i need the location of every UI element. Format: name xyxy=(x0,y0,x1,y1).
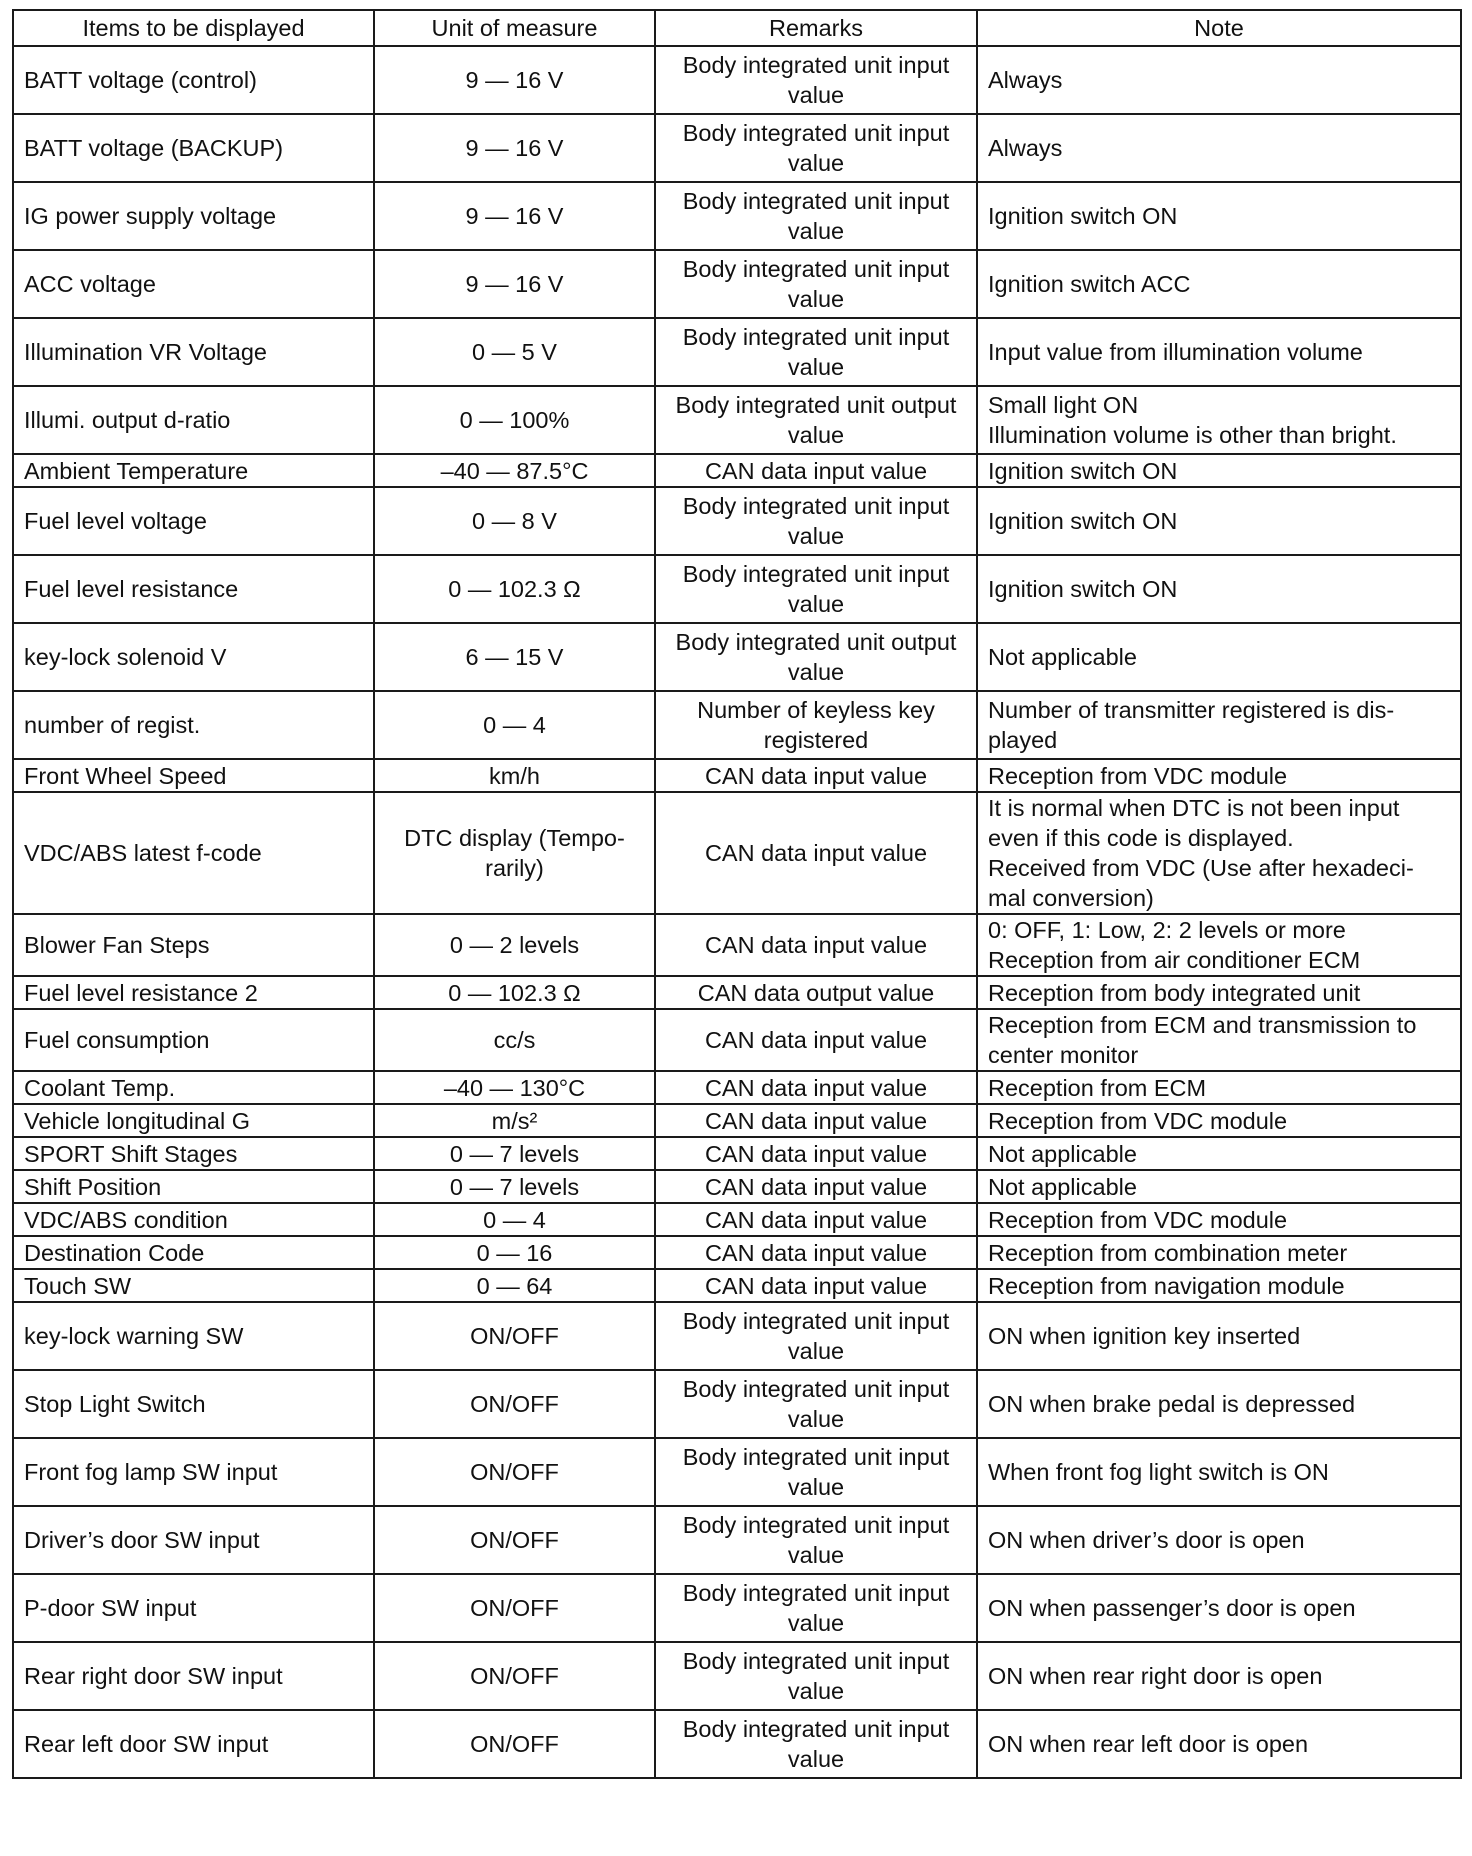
cell-remarks: Body integrated unit input value xyxy=(655,1370,977,1438)
table-row xyxy=(13,1302,1461,1370)
cell-unit: 0 — 16 xyxy=(374,1236,655,1269)
cell-unit: 0 — 5 V xyxy=(374,318,655,386)
cell-note: Reception from VDC module xyxy=(977,1203,1461,1236)
cell-unit: 9 — 16 V xyxy=(374,46,655,114)
cell-note: Reception from body integrated unit xyxy=(977,976,1461,1009)
cell-remarks: Body integrated unit input value xyxy=(655,487,977,555)
cell-unit: 0 — 100% xyxy=(374,386,655,454)
cell-note: Ignition switch ON xyxy=(977,555,1461,623)
cell-unit: km/h xyxy=(374,759,655,792)
cell-unit: 0 — 4 xyxy=(374,691,655,759)
cell-note: ON when ignition key inserted xyxy=(977,1302,1461,1370)
cell-unit: –40 — 87.5°C xyxy=(374,454,655,487)
cell-item: key-lock warning SW xyxy=(13,1302,374,1370)
table-row xyxy=(13,386,1461,454)
cell-note: Reception from VDC module xyxy=(977,759,1461,792)
cell-item: Stop Light Switch xyxy=(13,1370,374,1438)
table-row xyxy=(13,1104,1461,1137)
cell-unit: ON/OFF xyxy=(374,1438,655,1506)
cell-remarks: CAN data input value xyxy=(655,1137,977,1170)
cell-item: Touch SW xyxy=(13,1269,374,1302)
cell-note: Not applicable xyxy=(977,1137,1461,1170)
header-unit: Unit of measure xyxy=(374,10,655,46)
cell-item: Rear left door SW input xyxy=(13,1710,374,1778)
cell-unit: ON/OFF xyxy=(374,1710,655,1778)
cell-remarks: Body integrated unit input value xyxy=(655,1438,977,1506)
table-row xyxy=(13,1438,1461,1506)
table-row xyxy=(13,1071,1461,1104)
cell-item: Driver’s door SW input xyxy=(13,1506,374,1574)
cell-remarks: Body integrated unit input value xyxy=(655,1710,977,1778)
cell-item: Fuel consumption xyxy=(13,1009,374,1071)
cell-note: Ignition switch ON xyxy=(977,487,1461,555)
cell-note: ON when driver’s door is open xyxy=(977,1506,1461,1574)
cell-note: Always xyxy=(977,46,1461,114)
table-row xyxy=(13,182,1461,250)
cell-item: BATT voltage (BACKUP) xyxy=(13,114,374,182)
cell-unit: 0 — 102.3 Ω xyxy=(374,976,655,1009)
table-header-row xyxy=(13,10,1461,46)
table-row xyxy=(13,318,1461,386)
cell-note: ON when rear left door is open xyxy=(977,1710,1461,1778)
cell-unit: cc/s xyxy=(374,1009,655,1071)
table-row xyxy=(13,914,1461,976)
table-row xyxy=(13,691,1461,759)
cell-note: It is normal when DTC is not been input even if this code is displayed. Received from VDC (Use after hexadeci- mal conversion) xyxy=(977,792,1461,914)
cell-item: Illumination VR Voltage xyxy=(13,318,374,386)
cell-remarks: CAN data input value xyxy=(655,1104,977,1137)
table-row xyxy=(13,1236,1461,1269)
cell-remarks: Body integrated unit input value xyxy=(655,182,977,250)
table-row xyxy=(13,555,1461,623)
cell-remarks: Body integrated unit input value xyxy=(655,1574,977,1642)
cell-note: Not applicable xyxy=(977,1170,1461,1203)
cell-unit: 6 — 15 V xyxy=(374,623,655,691)
cell-item: number of regist. xyxy=(13,691,374,759)
data-items-table xyxy=(12,9,1462,1779)
cell-unit: ON/OFF xyxy=(374,1574,655,1642)
cell-unit: m/s² xyxy=(374,1104,655,1137)
cell-remarks: CAN data input value xyxy=(655,759,977,792)
cell-note: Input value from illumination volume xyxy=(977,318,1461,386)
cell-item: Front fog lamp SW input xyxy=(13,1438,374,1506)
table-row xyxy=(13,792,1461,914)
table-row xyxy=(13,1370,1461,1438)
cell-item: BATT voltage (control) xyxy=(13,46,374,114)
cell-note: Ignition switch ON xyxy=(977,454,1461,487)
cell-note: Small light ON Illumination volume is other than bright. xyxy=(977,386,1461,454)
table-row xyxy=(13,1574,1461,1642)
cell-note: ON when brake pedal is depressed xyxy=(977,1370,1461,1438)
cell-item: Destination Code xyxy=(13,1236,374,1269)
cell-item: Coolant Temp. xyxy=(13,1071,374,1104)
table-row xyxy=(13,1269,1461,1302)
cell-item: Shift Position xyxy=(13,1170,374,1203)
cell-remarks: CAN data input value xyxy=(655,1236,977,1269)
cell-remarks: Body integrated unit input value xyxy=(655,1302,977,1370)
cell-remarks: CAN data output value xyxy=(655,976,977,1009)
cell-unit: 0 — 102.3 Ω xyxy=(374,555,655,623)
cell-remarks: CAN data input value xyxy=(655,1170,977,1203)
cell-item: SPORT Shift Stages xyxy=(13,1137,374,1170)
cell-remarks: Body integrated unit output value xyxy=(655,386,977,454)
cell-note: 0: OFF, 1: Low, 2: 2 levels or more Reception from air conditioner ECM xyxy=(977,914,1461,976)
cell-remarks: CAN data input value xyxy=(655,1269,977,1302)
cell-note: Not applicable xyxy=(977,623,1461,691)
cell-item: Fuel level voltage xyxy=(13,487,374,555)
cell-remarks: CAN data input value xyxy=(655,792,977,914)
cell-item: Vehicle longitudinal G xyxy=(13,1104,374,1137)
cell-remarks: Body integrated unit input value xyxy=(655,555,977,623)
cell-item: Ambient Temperature xyxy=(13,454,374,487)
cell-unit: 0 — 7 levels xyxy=(374,1137,655,1170)
cell-note: Reception from ECM xyxy=(977,1071,1461,1104)
cell-item: ACC voltage xyxy=(13,250,374,318)
table-row xyxy=(13,114,1461,182)
cell-item: key-lock solenoid V xyxy=(13,623,374,691)
header-note: Note xyxy=(977,10,1461,46)
cell-item: VDC/ABS latest f-code xyxy=(13,792,374,914)
cell-remarks: Number of keyless key registered xyxy=(655,691,977,759)
table-row xyxy=(13,976,1461,1009)
cell-unit: DTC display (Tempo- rarily) xyxy=(374,792,655,914)
table-row xyxy=(13,1009,1461,1071)
cell-remarks: CAN data input value xyxy=(655,914,977,976)
cell-unit: 9 — 16 V xyxy=(374,114,655,182)
cell-remarks: Body integrated unit input value xyxy=(655,250,977,318)
header-items: Items to be displayed xyxy=(13,10,374,46)
table-row xyxy=(13,46,1461,114)
cell-note: Ignition switch ACC xyxy=(977,250,1461,318)
cell-remarks: Body integrated unit output value xyxy=(655,623,977,691)
cell-note: Reception from navigation module xyxy=(977,1269,1461,1302)
cell-item: Rear right door SW input xyxy=(13,1642,374,1710)
table-row xyxy=(13,1137,1461,1170)
cell-remarks: CAN data input value xyxy=(655,1203,977,1236)
table-row xyxy=(13,1710,1461,1778)
cell-remarks: CAN data input value xyxy=(655,1071,977,1104)
table-row xyxy=(13,487,1461,555)
table-row xyxy=(13,759,1461,792)
cell-note: Reception from VDC module xyxy=(977,1104,1461,1137)
cell-unit: –40 — 130°C xyxy=(374,1071,655,1104)
cell-unit: ON/OFF xyxy=(374,1302,655,1370)
cell-item: P-door SW input xyxy=(13,1574,374,1642)
header-remarks: Remarks xyxy=(655,10,977,46)
cell-unit: 0 — 7 levels xyxy=(374,1170,655,1203)
cell-unit: 0 — 8 V xyxy=(374,487,655,555)
cell-remarks: Body integrated unit input value xyxy=(655,1506,977,1574)
cell-note: Reception from combination meter xyxy=(977,1236,1461,1269)
cell-remarks: CAN data input value xyxy=(655,1009,977,1071)
cell-unit: 0 — 4 xyxy=(374,1203,655,1236)
table-body xyxy=(13,46,1461,1778)
cell-remarks: Body integrated unit input value xyxy=(655,46,977,114)
cell-item: Fuel level resistance xyxy=(13,555,374,623)
cell-note: When front fog light switch is ON xyxy=(977,1438,1461,1506)
cell-unit: ON/OFF xyxy=(374,1370,655,1438)
cell-note: Reception from ECM and transmission to center monitor xyxy=(977,1009,1461,1071)
cell-note: Number of transmitter registered is dis- played xyxy=(977,691,1461,759)
cell-item: IG power supply voltage xyxy=(13,182,374,250)
table-row xyxy=(13,1506,1461,1574)
table-row xyxy=(13,1170,1461,1203)
cell-unit: ON/OFF xyxy=(374,1506,655,1574)
table-row xyxy=(13,1642,1461,1710)
cell-unit: 9 — 16 V xyxy=(374,250,655,318)
cell-note: Ignition switch ON xyxy=(977,182,1461,250)
table-row xyxy=(13,623,1461,691)
cell-unit: ON/OFF xyxy=(374,1642,655,1710)
cell-item: Fuel level resistance 2 xyxy=(13,976,374,1009)
cell-item: Front Wheel Speed xyxy=(13,759,374,792)
cell-item: Blower Fan Steps xyxy=(13,914,374,976)
cell-note: ON when passenger’s door is open xyxy=(977,1574,1461,1642)
cell-note: Always xyxy=(977,114,1461,182)
cell-remarks: Body integrated unit input value xyxy=(655,1642,977,1710)
cell-unit: 0 — 64 xyxy=(374,1269,655,1302)
cell-remarks: Body integrated unit input value xyxy=(655,114,977,182)
cell-remarks: Body integrated unit input value xyxy=(655,318,977,386)
cell-remarks: CAN data input value xyxy=(655,454,977,487)
table-row xyxy=(13,250,1461,318)
cell-unit: 9 — 16 V xyxy=(374,182,655,250)
cell-note: ON when rear right door is open xyxy=(977,1642,1461,1710)
cell-unit: 0 — 2 levels xyxy=(374,914,655,976)
cell-item: Illumi. output d-ratio xyxy=(13,386,374,454)
cell-item: VDC/ABS condition xyxy=(13,1203,374,1236)
table-row xyxy=(13,1203,1461,1236)
table-row xyxy=(13,454,1461,487)
